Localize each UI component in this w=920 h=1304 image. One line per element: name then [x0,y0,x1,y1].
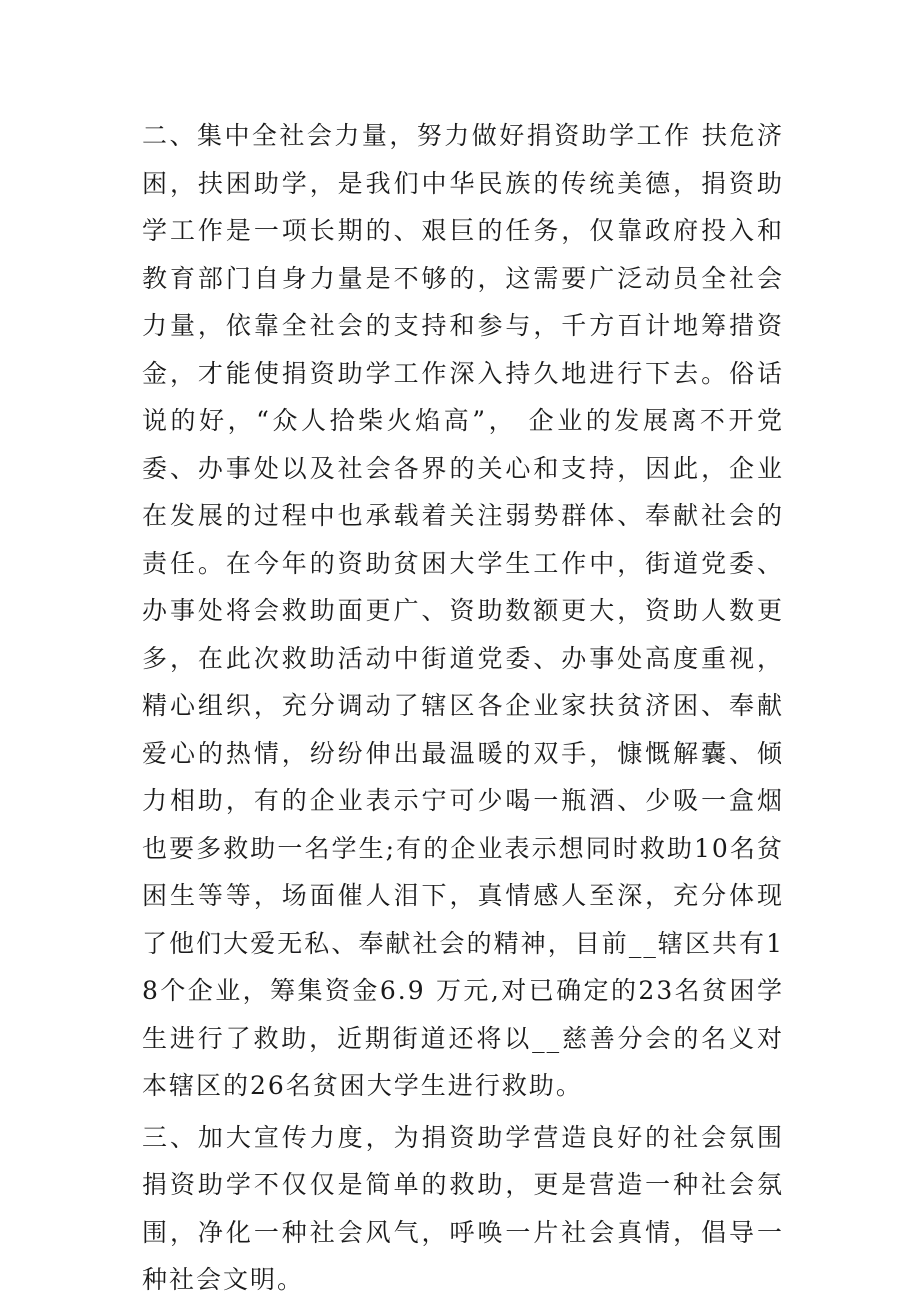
paragraph-section-three: 三、加大宣传力度，为捐资助学营造良好的社会氛围 捐资助学不仅仅是简单的救助，更是营造一种社会氛围，净化一种社会风气，呼唤一片社会真情，倡导一种社会文明。 [142,1122,784,1294]
paragraph-section-two: 二、集中全社会力量，努力做好捐资助学工作 扶危济困，扶困助学，是我们中华民族的传统美德，捐资助学工作是一项长期的、艰巨的任务，仅靠政府投入和教育部门自身力量是不够的，这需要广泛动员全社会力量，依靠全社会的支持和参与，千方百计地筹措资金，才能使捐资助学工作深入持久地进行下去。俗话说的好，“众人拾柴火焰高”， 企业的发展离不开党委、办事处以及社会各界的关心和支持，因此，企业在发展的过程中也承载着关注弱势群体、奉献社会的责任。在今年的资助贫困大学生工作中，街道党委、办事处将会救助面更广、资助数额更大，资助人数更多，在此次救助活动中街道党委、办事处高度重视，精心组织，充分调动了辖区各企业家扶贫济困、奉献爱心的热情，纷纷伸出最温暖的双手，慷慨解囊、倾力相助，有的企业表示宁可少喝一瓶酒、少吸一盒烟也要多救助一名学生;有的企业表示想同时救助10名贫困生等等，场面催人泪下，真情感人至深，充分体现了他们大爱无私、奉献社会的精神，目前__辖区共有18个企业，筹集资金6.9 万元,对已确定的23名贫困学生进行了救助，近期街道还将以__慈善分会的名义对本辖区的26名贫困大学生进行救助。 [142,121,784,1100]
document-body [142,112,784,1304]
